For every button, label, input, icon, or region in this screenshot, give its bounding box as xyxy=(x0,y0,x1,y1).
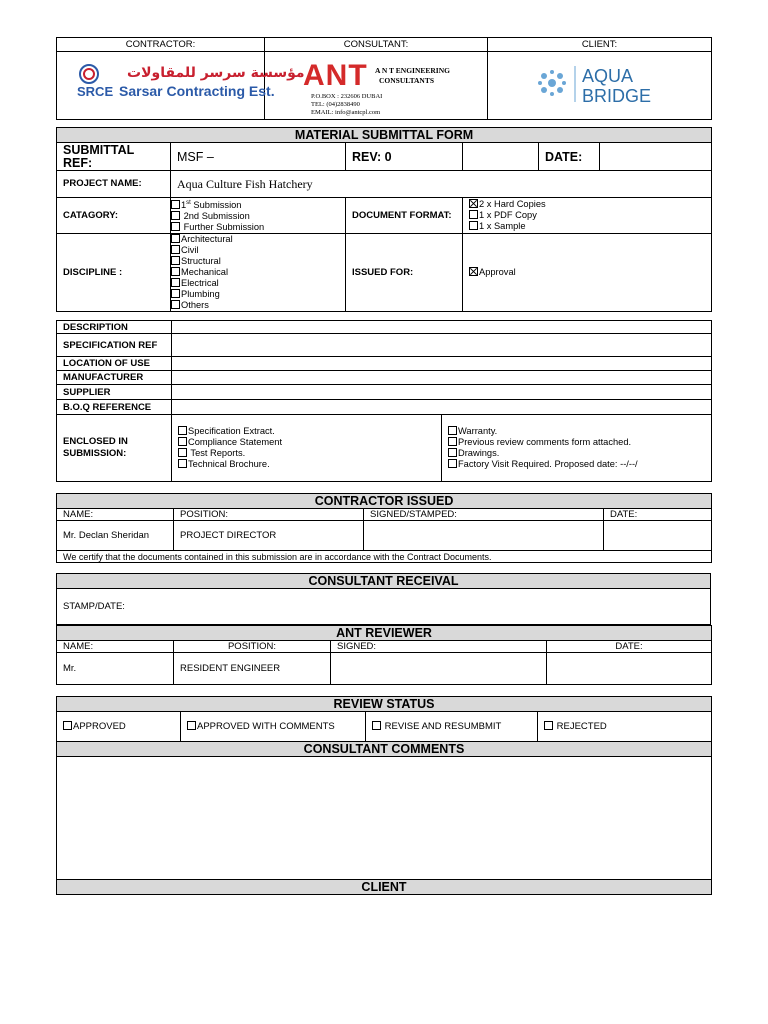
enclosed-option[interactable]: Factory Visit Required. Proposed date: --/--/ xyxy=(448,459,705,470)
client-logo-line2: BRIDGE xyxy=(582,86,652,106)
consultant-comments-area[interactable] xyxy=(57,757,712,880)
issued-for-options xyxy=(463,234,712,312)
project-name-value[interactable]: Aqua Culture Fish Hatchery xyxy=(171,171,712,198)
document-format-options xyxy=(463,198,712,234)
checkbox-icon[interactable] xyxy=(372,721,381,730)
enclosed-option[interactable]: Test Reports. xyxy=(178,448,435,459)
submittal-form-table xyxy=(56,127,712,312)
rev-value[interactable] xyxy=(463,143,539,171)
checkbox-icon[interactable] xyxy=(448,437,457,446)
document-format-option-2[interactable]: 1 x PDF Copy xyxy=(469,210,705,221)
category-option-3[interactable]: Further Submission xyxy=(171,222,339,233)
contractor-issued-title: CONTRACTOR ISSUED xyxy=(57,494,712,509)
document-format-option-3[interactable]: 1 x Sample xyxy=(469,221,705,232)
discipline-option[interactable]: Architectural xyxy=(171,234,339,245)
status-revise-and-resubmit[interactable]: REVISE AND RESUMBMIT xyxy=(366,712,538,742)
contractor-abbr: SRCE xyxy=(77,84,114,99)
document-format-option-1[interactable]: 2 x Hard Copies xyxy=(469,199,705,210)
checkbox-icon[interactable] xyxy=(171,234,180,243)
contractor-arabic-name: مؤسسة سرسر للمقاولات xyxy=(127,65,305,81)
checkbox-icon[interactable] xyxy=(469,221,478,230)
status-rejected[interactable]: REJECTED xyxy=(538,712,712,742)
checkbox-icon[interactable] xyxy=(178,459,187,468)
reviewer-position[interactable]: RESIDENT ENGINEER xyxy=(174,653,331,685)
checkbox-icon[interactable] xyxy=(448,426,457,435)
client-label: CLIENT: xyxy=(488,38,712,52)
enclosed-option[interactable]: Specification Extract. xyxy=(178,426,435,437)
checkbox-icon[interactable] xyxy=(171,256,180,265)
contractor-name: Sarsar Contracting Est. xyxy=(119,83,275,99)
ant-title-line2: CONSULTANTS xyxy=(379,76,435,85)
discipline-option[interactable]: Others xyxy=(171,300,339,311)
consultant-comments-title: CONSULTANT COMMENTS xyxy=(57,742,712,757)
ant-email: EMAIL: info@antcpl.com xyxy=(311,109,381,116)
contractor-issued-table xyxy=(56,493,712,563)
contractor-position[interactable]: PROJECT DIRECTOR xyxy=(174,521,364,551)
client-title: CLIENT xyxy=(57,880,712,895)
reviewer-signature[interactable] xyxy=(331,653,547,685)
reviewer-name[interactable]: Mr. xyxy=(57,653,174,685)
ant-reviewer-title: ANT REVIEWER xyxy=(57,626,712,641)
discipline-option[interactable]: Civil xyxy=(171,245,339,256)
submittal-form-title: MATERIAL SUBMITTAL FORM xyxy=(57,128,712,143)
checkbox-icon[interactable] xyxy=(448,459,457,468)
stamp-date-label[interactable]: STAMP/DATE: xyxy=(57,589,711,625)
checkbox-icon[interactable] xyxy=(178,448,187,457)
reviewer-col-date: DATE: xyxy=(547,641,712,653)
checkbox-icon[interactable] xyxy=(171,278,180,287)
discipline-option[interactable]: Mechanical xyxy=(171,267,339,278)
reviewer-date[interactable] xyxy=(547,653,712,685)
checkbox-icon[interactable] xyxy=(469,210,478,219)
contractor-col-name: NAME: xyxy=(57,509,174,521)
checkbox-icon[interactable] xyxy=(544,721,553,730)
submittal-ref-label: SUBMITTAL REF: xyxy=(57,143,171,171)
header-table xyxy=(56,37,712,120)
checkbox-icon[interactable] xyxy=(171,200,180,209)
checkbox-icon[interactable] xyxy=(171,245,180,254)
contractor-date[interactable] xyxy=(604,521,712,551)
ant-pobox: P.O.BOX : 232606 DUBAI xyxy=(311,93,383,100)
specification-ref-value[interactable] xyxy=(172,334,712,357)
supplier-label: SUPPLIER xyxy=(57,385,172,400)
date-value[interactable] xyxy=(600,143,712,171)
contractor-name[interactable]: Mr. Declan Sheridan xyxy=(57,521,174,551)
issued-for-option-approval[interactable]: Approval xyxy=(469,267,705,278)
consultant-receival-title: CONSULTANT RECEIVAL xyxy=(57,574,711,589)
consultant-label: CONSULTANT: xyxy=(265,38,488,52)
ant-reviewer-table xyxy=(56,625,712,685)
discipline-option[interactable]: Structural xyxy=(171,256,339,267)
manufacturer-label: MANUFACTURER xyxy=(57,371,172,385)
ant-title-line1: A N T ENGINEERING xyxy=(375,66,450,75)
checkbox-icon[interactable] xyxy=(448,448,457,457)
discipline-option[interactable]: Plumbing xyxy=(171,289,339,300)
description-label: DESCRIPTION xyxy=(57,321,172,334)
client-logo-line1: AQUA xyxy=(582,66,634,86)
category-option-2[interactable]: 2nd Submission xyxy=(171,211,339,222)
document-format-label: DOCUMENT FORMAT: xyxy=(346,198,463,234)
checkbox-icon[interactable] xyxy=(171,211,180,220)
issued-for-label: ISSUED FOR: xyxy=(346,234,463,312)
ant-logo-icon xyxy=(265,52,487,116)
srce-logo-icon xyxy=(57,52,305,116)
discipline-label: DISCIPLINE : xyxy=(57,234,171,312)
checkbox-icon[interactable] xyxy=(63,721,72,730)
enclosed-right-options xyxy=(442,415,712,482)
location-of-use-label: LOCATION OF USE xyxy=(57,357,172,371)
category-options xyxy=(171,198,346,234)
reviewer-col-position: POSITION: xyxy=(174,641,331,653)
specification-ref-label: SPECIFICATION REF xyxy=(57,334,172,357)
status-approved-with-comments[interactable]: APPROVED WITH COMMENTS xyxy=(181,712,366,742)
enclosed-option[interactable]: Warranty. xyxy=(448,426,705,437)
contractor-col-signed: SIGNED/STAMPED: xyxy=(364,509,604,521)
contractor-col-date: DATE: xyxy=(604,509,712,521)
boq-reference-label: B.O.Q REFERENCE xyxy=(57,400,172,415)
consultant-receival-table xyxy=(56,573,711,625)
aqua-bridge-logo-icon xyxy=(488,52,710,116)
checkbox-icon[interactable] xyxy=(171,289,180,298)
review-status-title: REVIEW STATUS xyxy=(57,697,712,712)
category-label: CATAGORY: xyxy=(57,198,171,234)
enclosed-label: ENCLOSED IN SUBMISSION: xyxy=(57,415,172,482)
enclosed-option[interactable]: Technical Brochure. xyxy=(178,459,435,470)
project-name-label: PROJECT NAME: xyxy=(57,171,171,198)
checked-checkbox-icon[interactable] xyxy=(469,267,478,276)
enclosed-option[interactable]: Previous review comments form attached. xyxy=(448,437,705,448)
rev-label: REV: 0 xyxy=(346,143,463,171)
submittal-ref-value[interactable]: MSF – xyxy=(171,143,346,171)
ant-mark: ANT xyxy=(303,59,368,92)
status-approved[interactable]: APPROVED xyxy=(57,712,181,742)
boq-reference-value[interactable] xyxy=(172,400,712,415)
details-table xyxy=(56,320,712,482)
date-label: DATE: xyxy=(539,143,600,171)
reviewer-col-signed: SIGNED: xyxy=(331,641,547,653)
consultant-logo xyxy=(265,52,488,120)
contractor-logo xyxy=(57,52,305,120)
discipline-option[interactable]: Electrical xyxy=(171,278,339,289)
enclosed-left-options xyxy=(172,415,442,482)
checkbox-icon[interactable] xyxy=(171,222,180,231)
client-logo xyxy=(488,52,712,120)
checkbox-icon[interactable] xyxy=(187,721,196,730)
checkbox-icon[interactable] xyxy=(171,300,180,309)
contractor-label: CONTRACTOR: xyxy=(57,38,265,52)
enclosed-option[interactable]: Compliance Statement xyxy=(178,437,435,448)
review-status-table xyxy=(56,696,712,895)
category-option-1[interactable]: 1st Submission xyxy=(171,198,339,211)
checked-checkbox-icon[interactable] xyxy=(469,199,478,208)
contractor-signature[interactable] xyxy=(364,521,604,551)
enclosed-option[interactable]: Drawings. xyxy=(448,448,705,459)
ant-tel: TEL: (04)2838490 xyxy=(311,101,360,108)
discipline-options xyxy=(171,234,346,312)
contractor-col-position: POSITION: xyxy=(174,509,364,521)
checkbox-icon[interactable] xyxy=(178,426,187,435)
reviewer-col-name: NAME: xyxy=(57,641,174,653)
supplier-value[interactable] xyxy=(172,385,712,400)
manufacturer-value[interactable] xyxy=(172,371,712,385)
certify-statement: We certify that the documents contained in this submission are in accordance with the Contract Documents. xyxy=(57,551,712,563)
description-value[interactable] xyxy=(172,321,712,334)
checkbox-icon[interactable] xyxy=(171,267,180,276)
location-of-use-value[interactable] xyxy=(172,357,712,371)
checkbox-icon[interactable] xyxy=(178,437,187,446)
